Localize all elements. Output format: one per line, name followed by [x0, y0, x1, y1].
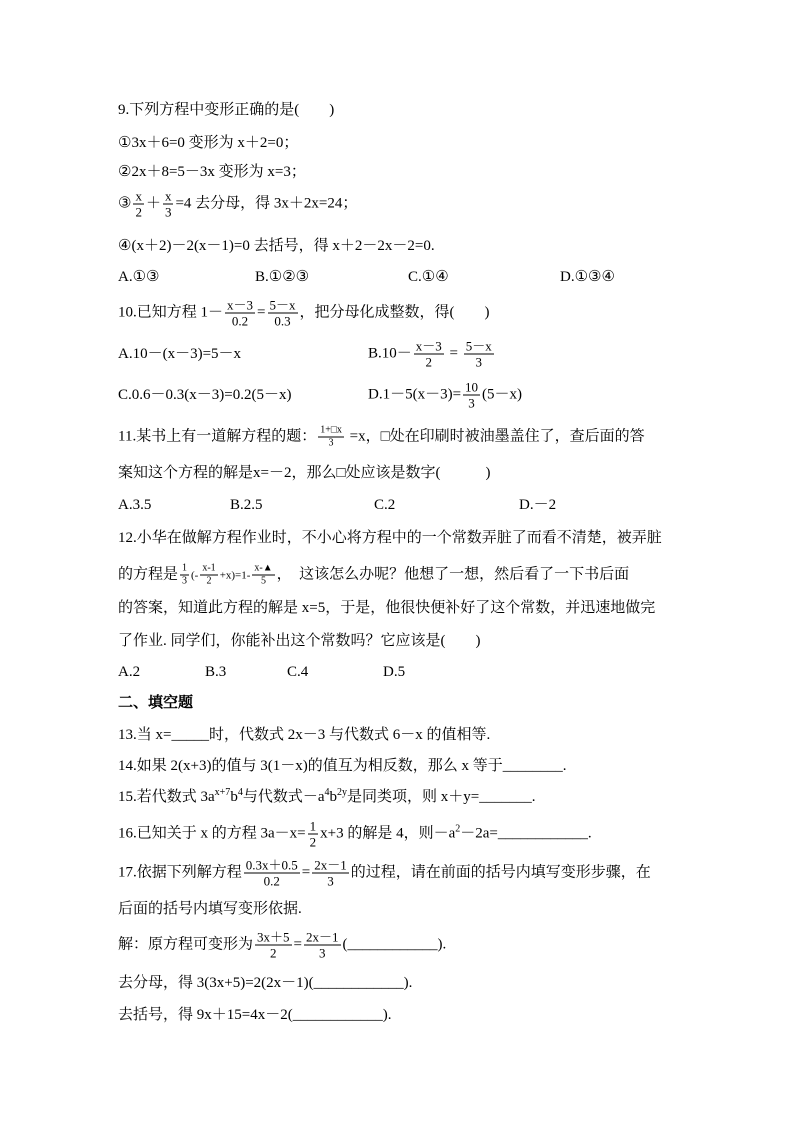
equals-sign: = [301, 864, 311, 881]
fraction [133, 189, 144, 220]
fraction [268, 298, 298, 329]
q10-option-b [368, 339, 496, 370]
equals-sign: = [293, 936, 302, 953]
denominator: 2 [206, 575, 212, 587]
fraction [312, 858, 349, 889]
q12-line-2 [118, 563, 629, 588]
fraction [180, 563, 189, 588]
question-text: 的过程，请在前面的括号内填写变形步骤，在 [350, 864, 651, 881]
question-text: 15.若代数式 3a [118, 789, 215, 805]
stem-text: 10.已知方程 1－ [118, 304, 224, 321]
section-title-fill-in: 二、填空题 [118, 695, 194, 711]
q9-statement-3 [118, 189, 357, 220]
fraction [225, 298, 255, 329]
question-text: 17.依据下列解方程 [118, 864, 242, 881]
q15 [118, 787, 535, 807]
option-text: (5－x) [482, 386, 523, 403]
numerator: 1 [182, 562, 188, 574]
step-text: 解：原方程可变形为 [118, 936, 254, 953]
math-text: (- [191, 569, 199, 582]
stem-text: =x，□处在印刷时被油墨盖住了，查后面的答 [345, 428, 645, 445]
numerator: x－3 [415, 338, 442, 354]
question-text: 是同类项，则 x＋y=_______. [346, 789, 536, 805]
fraction [163, 189, 174, 220]
q11-option-b: B.2.5 [230, 497, 263, 513]
question-text: x+3 的解是 4，则－a [320, 825, 456, 842]
q9-statement-2: ②2x＋8=5－3x 变形为 x=3； [118, 164, 306, 180]
exponent: 4 [324, 787, 330, 798]
numerator: 1+□x [320, 424, 342, 436]
fraction-with-smudge [252, 563, 274, 588]
denominator: 2 [309, 834, 317, 850]
question-text: b [329, 789, 337, 805]
stem-text: ， 这该怎么办呢？他想了一想，然后看了一下书后面 [276, 566, 630, 583]
question-text: b [230, 789, 238, 805]
denominator: 5 [261, 575, 267, 587]
denominator: 2 [425, 354, 433, 370]
answer-blank: (____________). [342, 936, 447, 953]
numerator: 1 [309, 818, 317, 834]
exponent: 2 [455, 823, 461, 835]
fraction [318, 425, 344, 450]
question-text: 与代数式－a [242, 789, 325, 805]
q9-option-a: A.①③ [118, 269, 160, 285]
fraction [463, 380, 480, 411]
q12-option-c: C.4 [287, 664, 309, 680]
equals-sign: = [445, 345, 462, 362]
math-text: +x)=1- [219, 569, 251, 582]
fraction [200, 563, 217, 588]
question-text: 16.已知关于 x 的方程 3a－x= [118, 825, 306, 842]
numerator: 5－x [465, 338, 492, 354]
q17-line-2: 后面的括号内填写变形依据. [118, 901, 302, 917]
q11-line-1 [118, 425, 645, 450]
q12-option-d: D.5 [383, 664, 406, 680]
q9-option-c: C.①④ [408, 269, 449, 285]
q11-option-c: C.2 [374, 497, 396, 513]
stem-text: 的方程是 [118, 566, 179, 583]
denominator: 3 [328, 437, 334, 449]
denominator: 2 [135, 204, 142, 220]
question-text: －2a=____________. [460, 825, 592, 842]
option-text: B.10－ [368, 345, 412, 362]
numerator: x-1 [202, 562, 216, 574]
q10-option-c: C.0.6－0.3(x－3)=0.2(5－x) [118, 387, 292, 403]
numerator: x [135, 188, 142, 204]
q10-stem [118, 298, 490, 329]
stem-text: 11.某书上有一道解方程的题： [118, 428, 317, 445]
q12-option-b: B.3 [205, 664, 227, 680]
q10-option-a: A.10－(x－3)=5－x [118, 346, 242, 362]
q11-option-d: D.－2 [519, 497, 557, 513]
fraction [255, 930, 292, 961]
denominator: 3 [475, 354, 482, 370]
q17-step-2: 去分母，得 3(3x+5)=2(2x－1)(____________). [118, 975, 413, 991]
stem-text: ，把分母化成整数，得( ) [299, 304, 490, 321]
q14: 14.如果 2(x+3)的值与 3(1－x)的值互为相反数，那么 x 等于________. [118, 758, 567, 774]
numerator: 5－x [269, 297, 296, 313]
fraction [414, 339, 444, 370]
q9-statement-4: ④(x＋2)－2(x－1)=0 去括号，得 x＋2－2x－2=0. [118, 238, 435, 254]
denominator: 0.3 [274, 313, 291, 329]
q9-statement-1: ①3x＋6=0 变形为 x＋2=0； [118, 135, 299, 151]
fraction [308, 819, 319, 850]
q11-line-2: 案知这个方程的解是x=－2，那么□处应该是数字( ) [118, 465, 491, 481]
numerator: 0.3x＋0.5 [245, 857, 298, 873]
fraction [304, 930, 341, 961]
numerator: 3x＋5 [257, 929, 290, 945]
q12-line-1: 12.小华在做解方程作业时，不小心将方程中的一个常数弄脏了而看不清楚，被弄脏 [118, 530, 662, 546]
exponent: 4 [237, 787, 243, 798]
denominator: 3 [327, 873, 334, 889]
denominator: 0.2 [263, 873, 280, 889]
statement-text: =4 去分母，得 3x＋2x=24； [175, 195, 358, 212]
denominator: 3 [319, 945, 326, 961]
denominator: 3 [468, 395, 475, 411]
q12-line-3: 的答案，知道此方程的解是 x=5，于是，他很快便补好了这个常数，并迅速地做完 [118, 600, 656, 616]
numerator: x－3 [227, 297, 254, 313]
q12-option-a: A.2 [118, 664, 141, 680]
exponent: x+7 [214, 787, 231, 798]
numerator: x [164, 188, 172, 204]
denominator: 3 [182, 575, 188, 587]
statement-marker: ③ [118, 195, 132, 212]
exponent: 2y [336, 787, 347, 798]
q13: 13.当 x=_____时，代数式 2x－3 与代数式 6－x 的值相等. [118, 727, 491, 743]
q17-step-3: 去括号，得 9x＋15=4x－2(____________). [118, 1007, 392, 1023]
numerator: 10 [465, 379, 479, 395]
q11-option-a: A.3.5 [118, 497, 152, 513]
fraction [464, 339, 494, 370]
q12-line-4: 了作业. 同学们，你能补出这个常数吗？它应该是( ) [118, 633, 481, 649]
q16 [118, 819, 592, 850]
denominator: 3 [164, 204, 172, 220]
denominator: 2 [270, 945, 277, 961]
fraction [244, 858, 300, 889]
numerator: 2x－1 [314, 857, 347, 873]
equals-sign: = [257, 304, 266, 321]
numerator: 2x－1 [306, 929, 339, 945]
q17-line-1 [118, 858, 651, 889]
option-text: D.1－5(x－3)= [368, 386, 462, 403]
plus-sign: ＋ [145, 195, 161, 212]
q9-option-b: B.①②③ [255, 269, 310, 285]
q17-step-1 [118, 930, 446, 961]
q10-option-d [368, 380, 522, 411]
q9-stem: 9.下列方程中变形正确的是( ) [118, 102, 335, 118]
denominator: 0.2 [231, 313, 249, 329]
q9-option-d: D.①③④ [560, 269, 615, 285]
numerator: x-▲ [254, 562, 273, 574]
